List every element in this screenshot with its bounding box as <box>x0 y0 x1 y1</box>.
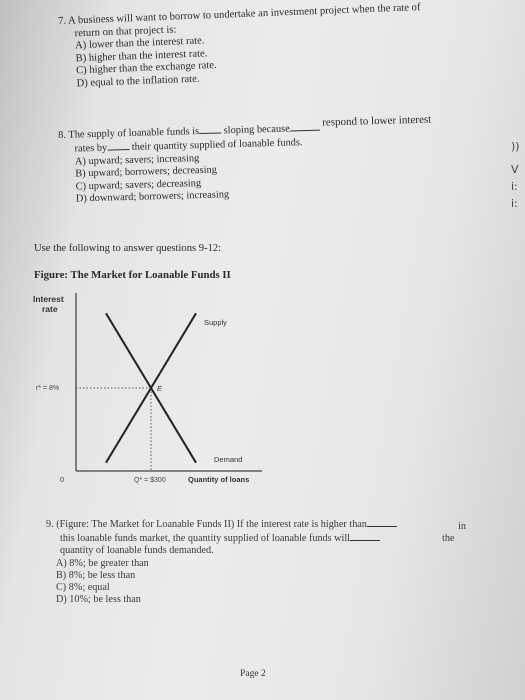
q8-option-d: D) downward; borrowers; increasing <box>75 189 230 205</box>
edge-mark: V <box>511 163 519 176</box>
q7-option-c: C) higher than the exchange rate. <box>75 60 217 77</box>
q8-text-part2: sloping because <box>223 123 290 137</box>
loanable-funds-chart <box>30 290 280 490</box>
q9-option-d: D) 10%; be less than <box>56 594 141 606</box>
equilibrium-quantity-label: Q* = $300 <box>134 477 166 484</box>
q9-stem-line2 <box>46 531 476 545</box>
q8-text-part4: rates by <box>74 143 108 155</box>
answer-blank <box>290 121 320 132</box>
q7-stem-line2: return on that project is: <box>74 24 177 39</box>
instruction-text: Use the following to answer questions 9-12: <box>34 243 222 254</box>
answer-blank <box>350 531 380 541</box>
answer-blank <box>367 517 397 527</box>
equilibrium-rate-label: r* = 8% <box>36 385 60 392</box>
edge-mark: i: <box>511 180 518 193</box>
q8-text-part1: 8. The supply of loanable funds is <box>58 126 200 141</box>
origin-label: 0 <box>60 475 65 484</box>
demand-label: Demand <box>214 455 243 464</box>
q8-option-a: A) upward; savers; increasing <box>74 152 200 168</box>
question-8 <box>58 113 490 206</box>
q7-option-b: B) higher than the interest rate. <box>75 48 208 65</box>
q9-text-line2: this loanable funds market, the quantity supplied of loanable funds will <box>60 533 351 545</box>
page-edge-marks <box>511 140 525 220</box>
x-axis-label: Quantity of loans <box>188 475 250 484</box>
q9-text-line1: 9. (Figure: The Market for Loanable Funds II) If the interest rate is higher than <box>46 519 367 530</box>
q7-option-d: D) equal to the inflation rate. <box>76 73 200 90</box>
q9-stem-line3: quantity of loanable funds demanded. <box>60 545 214 557</box>
answer-blank <box>107 140 129 151</box>
q9-option-c: C) 8%; equal <box>56 582 110 594</box>
q9-word-in: in <box>458 521 466 532</box>
question-9 <box>46 517 476 606</box>
q9-stem-line1 <box>46 517 476 531</box>
edge-mark: )) <box>511 140 520 153</box>
y-axis-label-line2: rate <box>42 304 58 314</box>
q7-option-a: A) lower than the interest rate. <box>74 35 205 52</box>
q9-word-the: the <box>442 533 455 545</box>
page-number: Page 2 <box>240 668 266 679</box>
q9-option-b: B) 8%; be less than <box>56 569 136 581</box>
q9-option-a: A) 8%; be greater than <box>56 557 149 569</box>
edge-mark: i: <box>511 197 518 210</box>
supply-label: Supply <box>204 318 227 327</box>
answer-blank <box>199 123 221 134</box>
q9-right-column <box>438 521 466 546</box>
q8-text-part3: respond to lower interest <box>322 113 432 129</box>
q7-stem-line1: 7. A business will want to borrow to undertake an investment project when the rate of <box>58 2 421 27</box>
question-7 <box>58 0 481 92</box>
q8-option-b: B) upward; borrowers; decreasing <box>75 164 218 180</box>
q8-text-part5: their quantity supplied of loanable funds. <box>131 137 303 154</box>
equilibrium-point-label: E <box>157 384 163 393</box>
figure-title: Figure: The Market for Loanable Funds II <box>34 269 231 281</box>
y-axis-label-line1: Interest <box>33 294 64 304</box>
q8-option-c: C) upward; savers; decreasing <box>75 177 202 193</box>
